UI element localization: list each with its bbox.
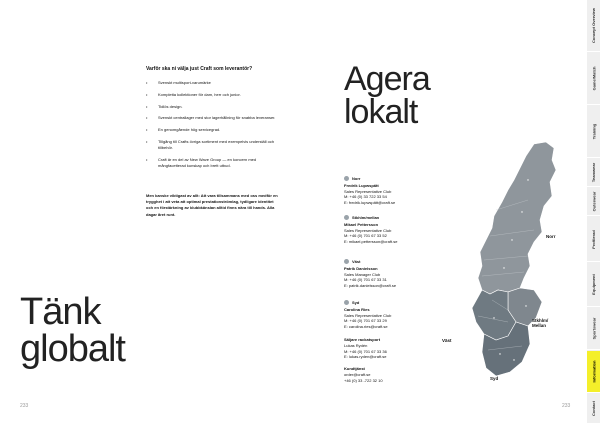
tab-sportswear[interactable]: Sportswear [587,308,600,350]
contact-email[interactable]: E: patrik.danielsson@craft.se [344,283,397,289]
contact-email[interactable]: E: mikael.pettersson@craft.se [344,239,398,245]
contact-email[interactable]: E: fredrik.lupwspätt@craft.se [344,200,396,206]
region-dot-icon [344,215,349,220]
contact-line[interactable]: +46 (0) 33 -722 32 10 [344,377,383,383]
title-line: Agera [344,60,430,98]
contact-phone[interactable]: M: +46 (0) 33 722 33 54 [344,194,387,200]
contact-name: Mikael Pettersson [344,221,379,227]
page-title-left [20,291,125,371]
benefit-item: • Kompletta kollektioner för dam, herr och junior. [146,92,281,98]
tab-teamwear[interactable]: Teamwear [587,159,600,187]
region-heading: Norr [344,176,464,182]
right-page [300,0,600,424]
tab-information[interactable]: Information [587,351,600,393]
contact-line[interactable]: M: +46 (0) 701 67 33 36 [344,348,387,354]
page-title-right [344,60,430,132]
contact-phone[interactable]: M: +46 (0) 701 67 33 52 [344,233,387,239]
page-number: 233 [20,403,29,409]
page-number: 233 [562,403,571,409]
contact-phone[interactable]: M: +46 (0) 701 67 33 31 [344,277,387,283]
contact-heading: Säljare rackatsport [344,337,381,342]
contact-heading: Kundtjänst [344,366,365,371]
contact-line[interactable]: order@craft.se [344,371,371,377]
contact-phone[interactable]: M: +46 (0) 701 67 33 29 [344,318,387,324]
contact-role: Sales Representative Club [344,227,392,233]
question-heading: Varför ska ni välja just Craft som leverantör? [146,66,253,72]
contact-role: Sales Manager Club [344,271,381,277]
benefit-item: • Svenskt multisport-varumärke [146,80,281,86]
contact-name: Patrik Danielsson [344,265,378,271]
section-sidebar [587,0,600,424]
benefit-item: • Craft är en del av New Wave Group — en koncern med mångfacetterad kunskap och brett utbud. [146,157,281,169]
tab-game-match[interactable]: Game/Match [587,53,600,105]
tab-training[interactable]: Training [587,106,600,158]
region-dot-icon [344,176,349,181]
title-line: lokalt [344,93,418,132]
contact-name: Fredrik Lupwspätt [344,182,379,188]
region-norr-shape [478,142,556,294]
tab-contact[interactable]: Contact [587,394,600,424]
tab-concept-overview[interactable]: Concept Overview [587,0,600,52]
map-label-norr: Norr [546,234,556,239]
body-paragraph: Men kanske viktigast av allt: Att vara tillsammans med oss medför en trygghet i att veta att optimal prestationströmlag, tydligare identitet och en förstärkning av klubbkänslan alltid finns nära till hands. Alla dagar året runt. [146,193,278,217]
sweden-region-map [438,140,568,380]
contact-line: Lukas Rydén [344,342,368,348]
region-dot-icon [344,300,349,305]
contact-email[interactable]: E: carolina.ries@craft.se [344,324,388,330]
contact-role: Sales Representative Club [344,188,392,194]
benefit-item: • Svenskt centrallager med stor lagerhållning för snabba leveranser. [146,115,281,121]
title-line: Tänk [20,291,101,333]
benefit-item: • Tillgång till Crafts övriga sortiment med exempelvis underställ och tillbehör. [146,139,281,151]
benefit-item: • En genomgående hög servicegrad. [146,127,281,133]
benefit-item: • Tidlös design. [146,104,281,110]
contact-line[interactable]: E: lukas.ryden@craft.se [344,354,387,360]
tab-equipment[interactable]: Equipment [587,263,600,307]
map-label-syd: Syd [490,376,499,381]
map-label-stkhlm: Stkhlm/ Mellan [532,318,549,328]
region-dot-icon [344,259,349,264]
tab-outerwear[interactable]: Outerwear [587,188,600,216]
region-heading: Stkhlm/mellan [344,215,464,221]
region-heading: Väst [344,259,464,265]
contact-role: Sales Representative Club [344,312,392,318]
map-label-vast: Väst [442,338,452,343]
title-line: globalt [20,328,125,371]
benefits-list [146,80,281,175]
region-heading: Syd [344,300,464,306]
contact-name: Carolina Ries [344,306,370,312]
tab-profilerad[interactable]: Profilerad [587,217,600,262]
